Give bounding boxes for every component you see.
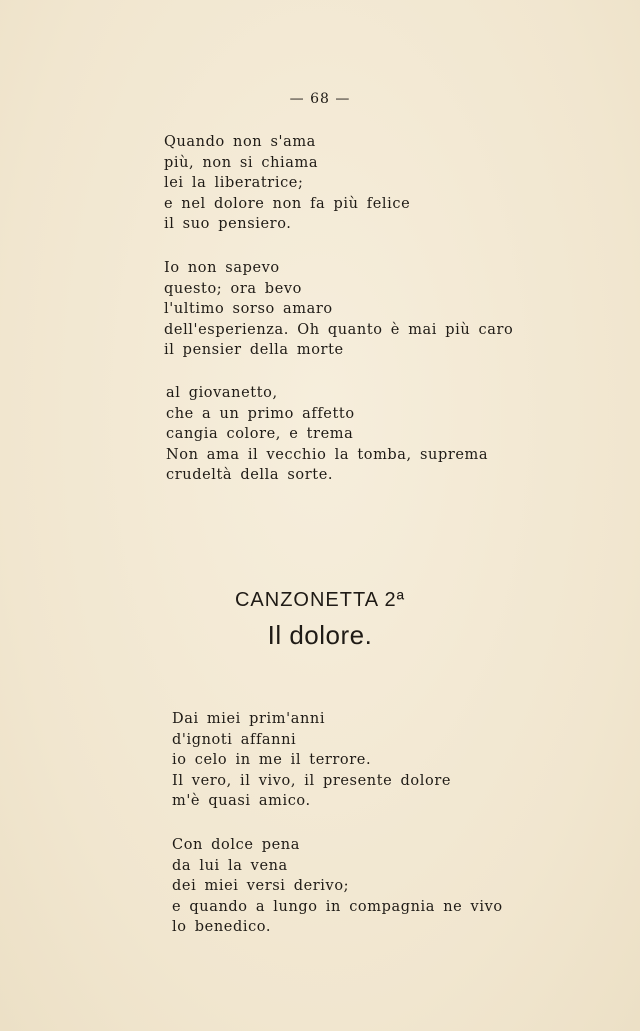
- verse-line: che a un primo affetto: [166, 405, 355, 422]
- section-title: Il dolore.: [267, 620, 373, 650]
- verse-line: io celo in me il terrore.: [172, 752, 372, 768]
- verse-line: d'ignoti affanni: [172, 731, 297, 748]
- stanza: [164, 132, 410, 235]
- verse-line: e nel dolore non fa più felice: [164, 195, 411, 212]
- verse-line: Con dolce pena: [172, 837, 300, 853]
- verse-line: questo; ora bevo: [164, 280, 302, 297]
- verse-line: crudeltà della sorte.: [166, 467, 334, 483]
- verse-line: cangia colore, e trema: [166, 426, 354, 442]
- verse-line: Io non sapevo: [164, 260, 280, 276]
- verse-line: dei miei versi derivo;: [172, 878, 350, 894]
- stanza: [164, 258, 513, 361]
- verse-line: lei la liberatrice;: [164, 175, 304, 191]
- verse-line: Dai miei prim'anni: [172, 711, 326, 727]
- verse-line: l'ultimo sorso amaro: [164, 301, 333, 317]
- stanza: [166, 383, 488, 486]
- verse-line: Non ama il vecchio la tomba, suprema: [166, 446, 489, 463]
- section-label: CANZONETTA 2ª: [234, 589, 406, 611]
- verse-line: da lui la vena: [172, 857, 288, 874]
- verse-line: e quando a lungo in compagnia ne vivo: [172, 898, 503, 915]
- verse-line: Quando non s'ama: [164, 134, 316, 150]
- stanza: [172, 835, 503, 938]
- verse-line: più, non si chiama: [164, 154, 319, 171]
- verse-line: il pensier della morte: [164, 342, 344, 358]
- verse-line: dell'esperienza. Oh quanto è mai più caro: [164, 321, 514, 338]
- page-number: — 68 —: [289, 91, 351, 107]
- stanza: [172, 709, 451, 812]
- verse-line: lo benedico.: [172, 919, 272, 935]
- verse-line: al giovanetto,: [166, 385, 278, 401]
- verse-line: il suo pensiero.: [164, 216, 292, 232]
- verse-line: Il vero, il vivo, il presente dolore: [172, 772, 452, 789]
- verse-line: m'è quasi amico.: [172, 793, 311, 809]
